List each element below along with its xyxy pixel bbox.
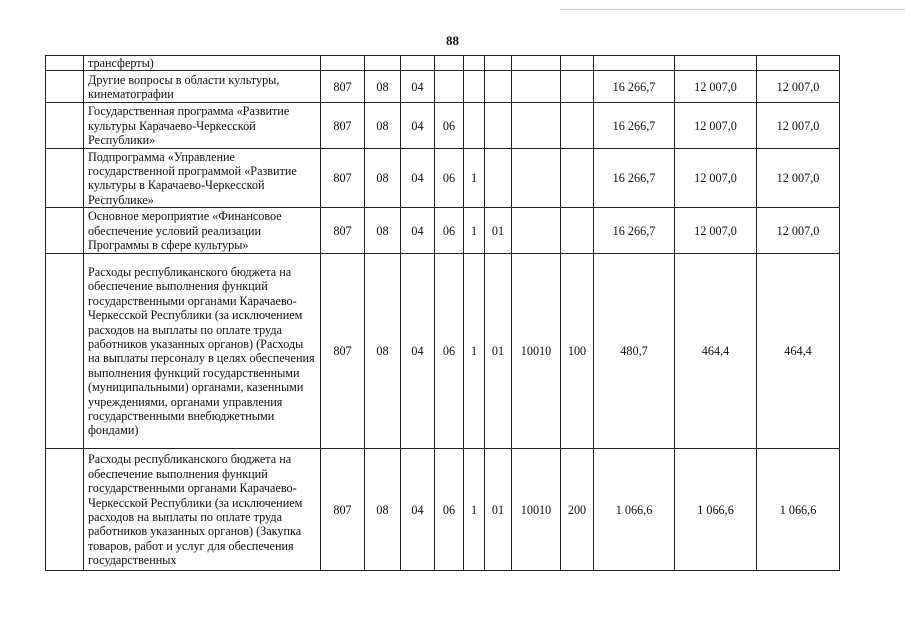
cell-amount-2: 464,4 bbox=[675, 254, 757, 449]
cell-amount-1: 480,7 bbox=[594, 254, 675, 449]
cell-pr: 04 bbox=[401, 149, 435, 208]
cell-event: 01 bbox=[485, 449, 512, 571]
scan-artifact-line bbox=[560, 9, 905, 10]
table-row-name: Государственная программа «Развитие культуры Карачаево-Черкесской Республики» bbox=[84, 103, 321, 149]
cell-pr: 04 bbox=[401, 208, 435, 254]
table-row bbox=[46, 103, 840, 149]
cell-pr: 04 bbox=[401, 254, 435, 449]
cell-ved: 807 bbox=[321, 254, 365, 449]
cell-event: 01 bbox=[485, 208, 512, 254]
table-row-name: Подпрограмма «Управление государственной программой «Развитие культуры в Карачаево-Черкесской Республике» bbox=[84, 149, 321, 208]
cell-direction bbox=[512, 103, 561, 149]
cell-direction bbox=[512, 149, 561, 208]
cell-direction: 10010 bbox=[512, 254, 561, 449]
table-row-name: Основное мероприятие «Финансовое обеспечение условий реализации Программы в сфере культуры» bbox=[84, 208, 321, 254]
table-row bbox=[46, 208, 840, 254]
cell-expense-type bbox=[561, 103, 594, 149]
cell-direction: 10010 bbox=[512, 449, 561, 571]
cell-rz: 08 bbox=[365, 103, 401, 149]
cell-ved: 807 bbox=[321, 208, 365, 254]
cell-ved: 807 bbox=[321, 149, 365, 208]
table-blank-cell bbox=[46, 208, 84, 254]
cell-direction bbox=[512, 71, 561, 103]
cell-amount-2 bbox=[675, 56, 757, 71]
cell-expense-type bbox=[561, 56, 594, 71]
table-row bbox=[46, 56, 840, 71]
cell-ved: 807 bbox=[321, 449, 365, 571]
cell-direction bbox=[512, 56, 561, 71]
cell-amount-2: 12 007,0 bbox=[675, 149, 757, 208]
cell-amount-3: 464,4 bbox=[757, 254, 840, 449]
cell-rz: 08 bbox=[365, 71, 401, 103]
cell-amount-3 bbox=[757, 56, 840, 71]
cell-pr bbox=[401, 56, 435, 71]
cell-rz: 08 bbox=[365, 254, 401, 449]
cell-amount-3: 12 007,0 bbox=[757, 208, 840, 254]
cell-expense-type bbox=[561, 149, 594, 208]
table-blank-cell bbox=[46, 71, 84, 103]
cell-direction bbox=[512, 208, 561, 254]
cell-program bbox=[435, 71, 464, 103]
table-row bbox=[46, 71, 840, 103]
cell-amount-3: 12 007,0 bbox=[757, 149, 840, 208]
cell-subprogram: 1 bbox=[464, 254, 485, 449]
cell-amount-2: 12 007,0 bbox=[675, 103, 757, 149]
table-blank-cell bbox=[46, 149, 84, 208]
table-row-name: Расходы республиканского бюджета на обеспечение выполнения функций государственными органами Карачаево-Черкесской Республики (за исключением расходов на выплаты по оплате труда работников указанных органов) (Расходы на выплаты персоналу в целях обеспечения выполнения функций государственными (муниципальными) органами, казенными учреждениями, органами управления государственными внебюджетными фондами) bbox=[84, 254, 321, 449]
budget-table bbox=[45, 55, 840, 571]
cell-event bbox=[485, 56, 512, 71]
cell-amount-3: 12 007,0 bbox=[757, 103, 840, 149]
cell-program: 06 bbox=[435, 103, 464, 149]
cell-expense-type: 100 bbox=[561, 254, 594, 449]
cell-subprogram bbox=[464, 71, 485, 103]
cell-pr: 04 bbox=[401, 103, 435, 149]
cell-event: 01 bbox=[485, 254, 512, 449]
cell-amount-1: 16 266,7 bbox=[594, 71, 675, 103]
cell-event bbox=[485, 103, 512, 149]
cell-amount-1: 16 266,7 bbox=[594, 149, 675, 208]
cell-pr: 04 bbox=[401, 449, 435, 571]
cell-program bbox=[435, 56, 464, 71]
cell-amount-3: 1 066,6 bbox=[757, 449, 840, 571]
cell-ved bbox=[321, 56, 365, 71]
cell-amount-2: 1 066,6 bbox=[675, 449, 757, 571]
cell-rz: 08 bbox=[365, 208, 401, 254]
cell-expense-type bbox=[561, 208, 594, 254]
cell-ved: 807 bbox=[321, 103, 365, 149]
cell-ved: 807 bbox=[321, 71, 365, 103]
cell-program: 06 bbox=[435, 254, 464, 449]
cell-program: 06 bbox=[435, 149, 464, 208]
table-blank-cell bbox=[46, 56, 84, 71]
cell-amount-1: 16 266,7 bbox=[594, 103, 675, 149]
cell-rz: 08 bbox=[365, 149, 401, 208]
cell-subprogram: 1 bbox=[464, 208, 485, 254]
table-row-name: Другие вопросы в области культуры, кинематографии bbox=[84, 71, 321, 103]
cell-rz: 08 bbox=[365, 449, 401, 571]
cell-rz bbox=[365, 56, 401, 71]
cell-program: 06 bbox=[435, 208, 464, 254]
page-number: 88 bbox=[446, 33, 459, 48]
cell-amount-2: 12 007,0 bbox=[675, 208, 757, 254]
cell-amount-1: 1 066,6 bbox=[594, 449, 675, 571]
cell-amount-2: 12 007,0 bbox=[675, 71, 757, 103]
table-blank-cell bbox=[46, 449, 84, 571]
cell-event bbox=[485, 149, 512, 208]
cell-subprogram: 1 bbox=[464, 149, 485, 208]
cell-amount-3: 12 007,0 bbox=[757, 71, 840, 103]
table-row bbox=[46, 254, 840, 449]
table-row-name: Расходы республиканского бюджета на обеспечение выполнения функций государственными органами Карачаево-Черкесской Республики (за исключением расходов на выплаты по оплате труда работников указанных органов) (Закупка товаров, работ и услуг для обеспечения государственных bbox=[84, 449, 321, 571]
cell-subprogram bbox=[464, 103, 485, 149]
table-row bbox=[46, 149, 840, 208]
cell-subprogram: 1 bbox=[464, 449, 485, 571]
cell-pr: 04 bbox=[401, 71, 435, 103]
table-blank-cell bbox=[46, 254, 84, 449]
table-row-name: трансферты) bbox=[84, 56, 321, 71]
cell-expense-type: 200 bbox=[561, 449, 594, 571]
cell-subprogram bbox=[464, 56, 485, 71]
table-blank-cell bbox=[46, 103, 84, 149]
cell-amount-1: 16 266,7 bbox=[594, 208, 675, 254]
cell-amount-1 bbox=[594, 56, 675, 71]
table-row bbox=[46, 449, 840, 571]
cell-expense-type bbox=[561, 71, 594, 103]
cell-event bbox=[485, 71, 512, 103]
cell-program: 06 bbox=[435, 449, 464, 571]
